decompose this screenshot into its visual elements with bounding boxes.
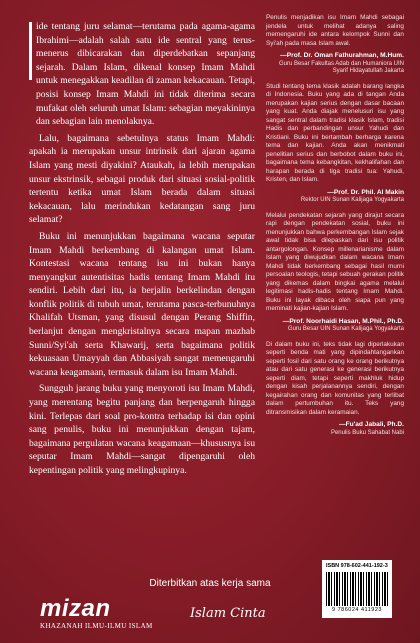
mizan-tagline: KHAZANAH ILMU-ILMU ISLAM — [40, 622, 153, 630]
synopsis-paragraph: ide tentang juru selamat—terutama pada agama-agama Ibrahimi—adalah salah satu ide sentral yang terus-menerus dibicarakan dan diperdebatkan sepanjang sejarah. Dalam Islam, dikenal konsep Imam Mahdi untuk menegakkan keadilan di zaman kekacauan. Tetapi, posisi konsep Imam Mahdi ini tidak diterima secara mufakat oleh seluruh umat Islam: sebagian meyakininya dan sebagian lain menolaknya. — [36, 21, 255, 128]
publisher-credit: Diterbitkan atas kerja sama — [149, 578, 271, 589]
synopsis-column — [29, 20, 255, 481]
mizan-wordmark: mizan — [40, 595, 111, 622]
endorser-role: Guru Besar UIN Sunan Kalijaga Yogyakarta — [287, 326, 404, 332]
endorser-name: —Prof. Dr. Phil. Al Makin — [327, 188, 404, 196]
synopsis-paragraph: Lalu, bagaimana sebetulnya status Imam Mahdi: apakah ia merupakan unsur intrinsik dari ajaran agama Islam yang mesti diyakini? Ataukah, ia lebih merupakan unsur ekstrinsik, sebagai produk dari situasi sosial-politik tertentu ketika umat Islam berada dalam situasi kekacauan, lalu merindukan kedatangan sang juru selamat? — [29, 132, 255, 226]
endorsement-quote: Penulis menjadikan isu Imam Mahdi sebagai jendela untuk melihat adanya saling memengaruhi ide antara kelompok Sunni dan Syi'ah pada masa Islam awal. — [266, 14, 404, 47]
synopsis-paragraph: Buku ini menunjukkan bagaimana wacana seputar Imam Mahdi berkembang di kalangan umat Islam. Kontestasi wacana tentang isu ini bukan hanya menyangkut autentisitas hadis tentang Imam Mahdi itu sendiri. Lebih dari itu, ia berjalin berkelindan dengan konflik politik di tubuh umat, terutama pasca-terbunuhnya Khalifah Utsman, yang disusul dengan Perang Shiffin, berlanjut dengan mengkristalnya secara mapan mazhab Sunni/Syi'ah serta Khawarij, serta bagaimana politik kekuasaan Umayyah dan Abbasiyah sangat memengaruhi wacana keagamaan, termasuk dalam isu Imam Mahdi. — [29, 230, 255, 378]
endorsement-quote: Melalui pendekatan sejarah yang dirajut secara rapi dengan pendekatan sosial, buku ini menunjukkan bahwa perkembangan Islam sejak awal tidak bisa dilepaskan dari isu politik antargolongan. Konsep millenarianisme dalam Islam yang diwujudkan dalam wacana Imam Mahdi tidak berkembang sebagai hasil murni persoalan teologis, tetapi sebuah gerakan politik yang dikemas dalam bingkai agama melalui legitimasi hadis-hadis tentang Imam Mahdi. Buku ini layak dibaca oleh siapa pun yang meminati kajian-kajian Islam. — [266, 211, 404, 312]
endorser-role: Penulis Buku Sahabat Nabi — [330, 429, 404, 436]
synopsis-paragraph: Sungguh jarang buku yang menyoroti isu Imam Mahdi, yang merentang begitu panjang dan berpengaruh hingga kini. Terlepas dari soal pro-kontra terhadap isi dan opini sang penulis, buku ini menunjukkan dengan tajam, bagaimana pergulatan wacana keagamaan—khususnya isu seputar Imam Mahdi—sangat dipengaruhi oleh kepentingan politik yang melingkupinya. — [29, 383, 255, 476]
endorser-role: Guru Besar Fakultas Adab dan Humaniora UIN Syarif Hidayatullah Jakarta — [278, 60, 404, 74]
endorsement-quote: Di dalam buku ini, teks tidak lagi diperlakukan seperti benda mati yang dipindahtangankan seperti fosil dari satu orang ke orang berikutnya atau dari satu generasi ke generasi berikutnya seperti diam, tetapi seperti makhluk hidup dengan kisah perjalanannya sendiri, dengan kegairahan orang dan komunitas yang terlibat dalam pertumbuhan itu. Teks yang ditransmisikan dalam keramaian. — [266, 340, 404, 416]
endorsement — [266, 341, 404, 438]
barcode-label — [322, 560, 392, 618]
mizan-logo — [40, 595, 153, 630]
endorsement — [266, 83, 404, 205]
endorsement — [266, 14, 404, 76]
endorser-name: —Fu'ad Jabali, Ph.D. — [339, 421, 404, 428]
endorser-name: —Prof. Dr. Oman Fathurahman, M.Hum. — [280, 52, 404, 59]
endorsement-quote: Studi tentang tema klasik adalah barang langka di Indonesia. Buku yang ada di tangan Anda merupakan kajian serius dengan dasar bacaan yang kuat. Anda diajak menelusuri isu yang sangat sentral dalam tradisi klasik Islam, tradisi Hadis dan perbandingan unsur Yahudi dan Kristiani. Buku ini bertambah berharga karena tema dan kajian. Anda akan menikmati penelitian serius dan berbobot dalam buku ini, bagaimana tema kebangkitan, kekhalifahan dan harapan berada di tiga tradisi tua: Yahudi, Kristen, dan Islam. — [266, 82, 404, 183]
endorsements-column — [266, 14, 404, 444]
isbn-text: ISBN 978-602-441-192-3 — [326, 563, 388, 569]
endorser-role: Rektor UIN Sunan Kalijaga Yogyakarta — [300, 197, 404, 203]
barcode-icon — [326, 572, 388, 606]
barcode-number: 9 786024 411923 — [332, 607, 382, 613]
islam-cinta-logo: Islam Cinta — [190, 606, 266, 621]
endorsement — [266, 212, 404, 334]
endorser-name: —Prof. Noorhaidi Hasan, M.Phil., Ph.D. — [282, 317, 404, 325]
